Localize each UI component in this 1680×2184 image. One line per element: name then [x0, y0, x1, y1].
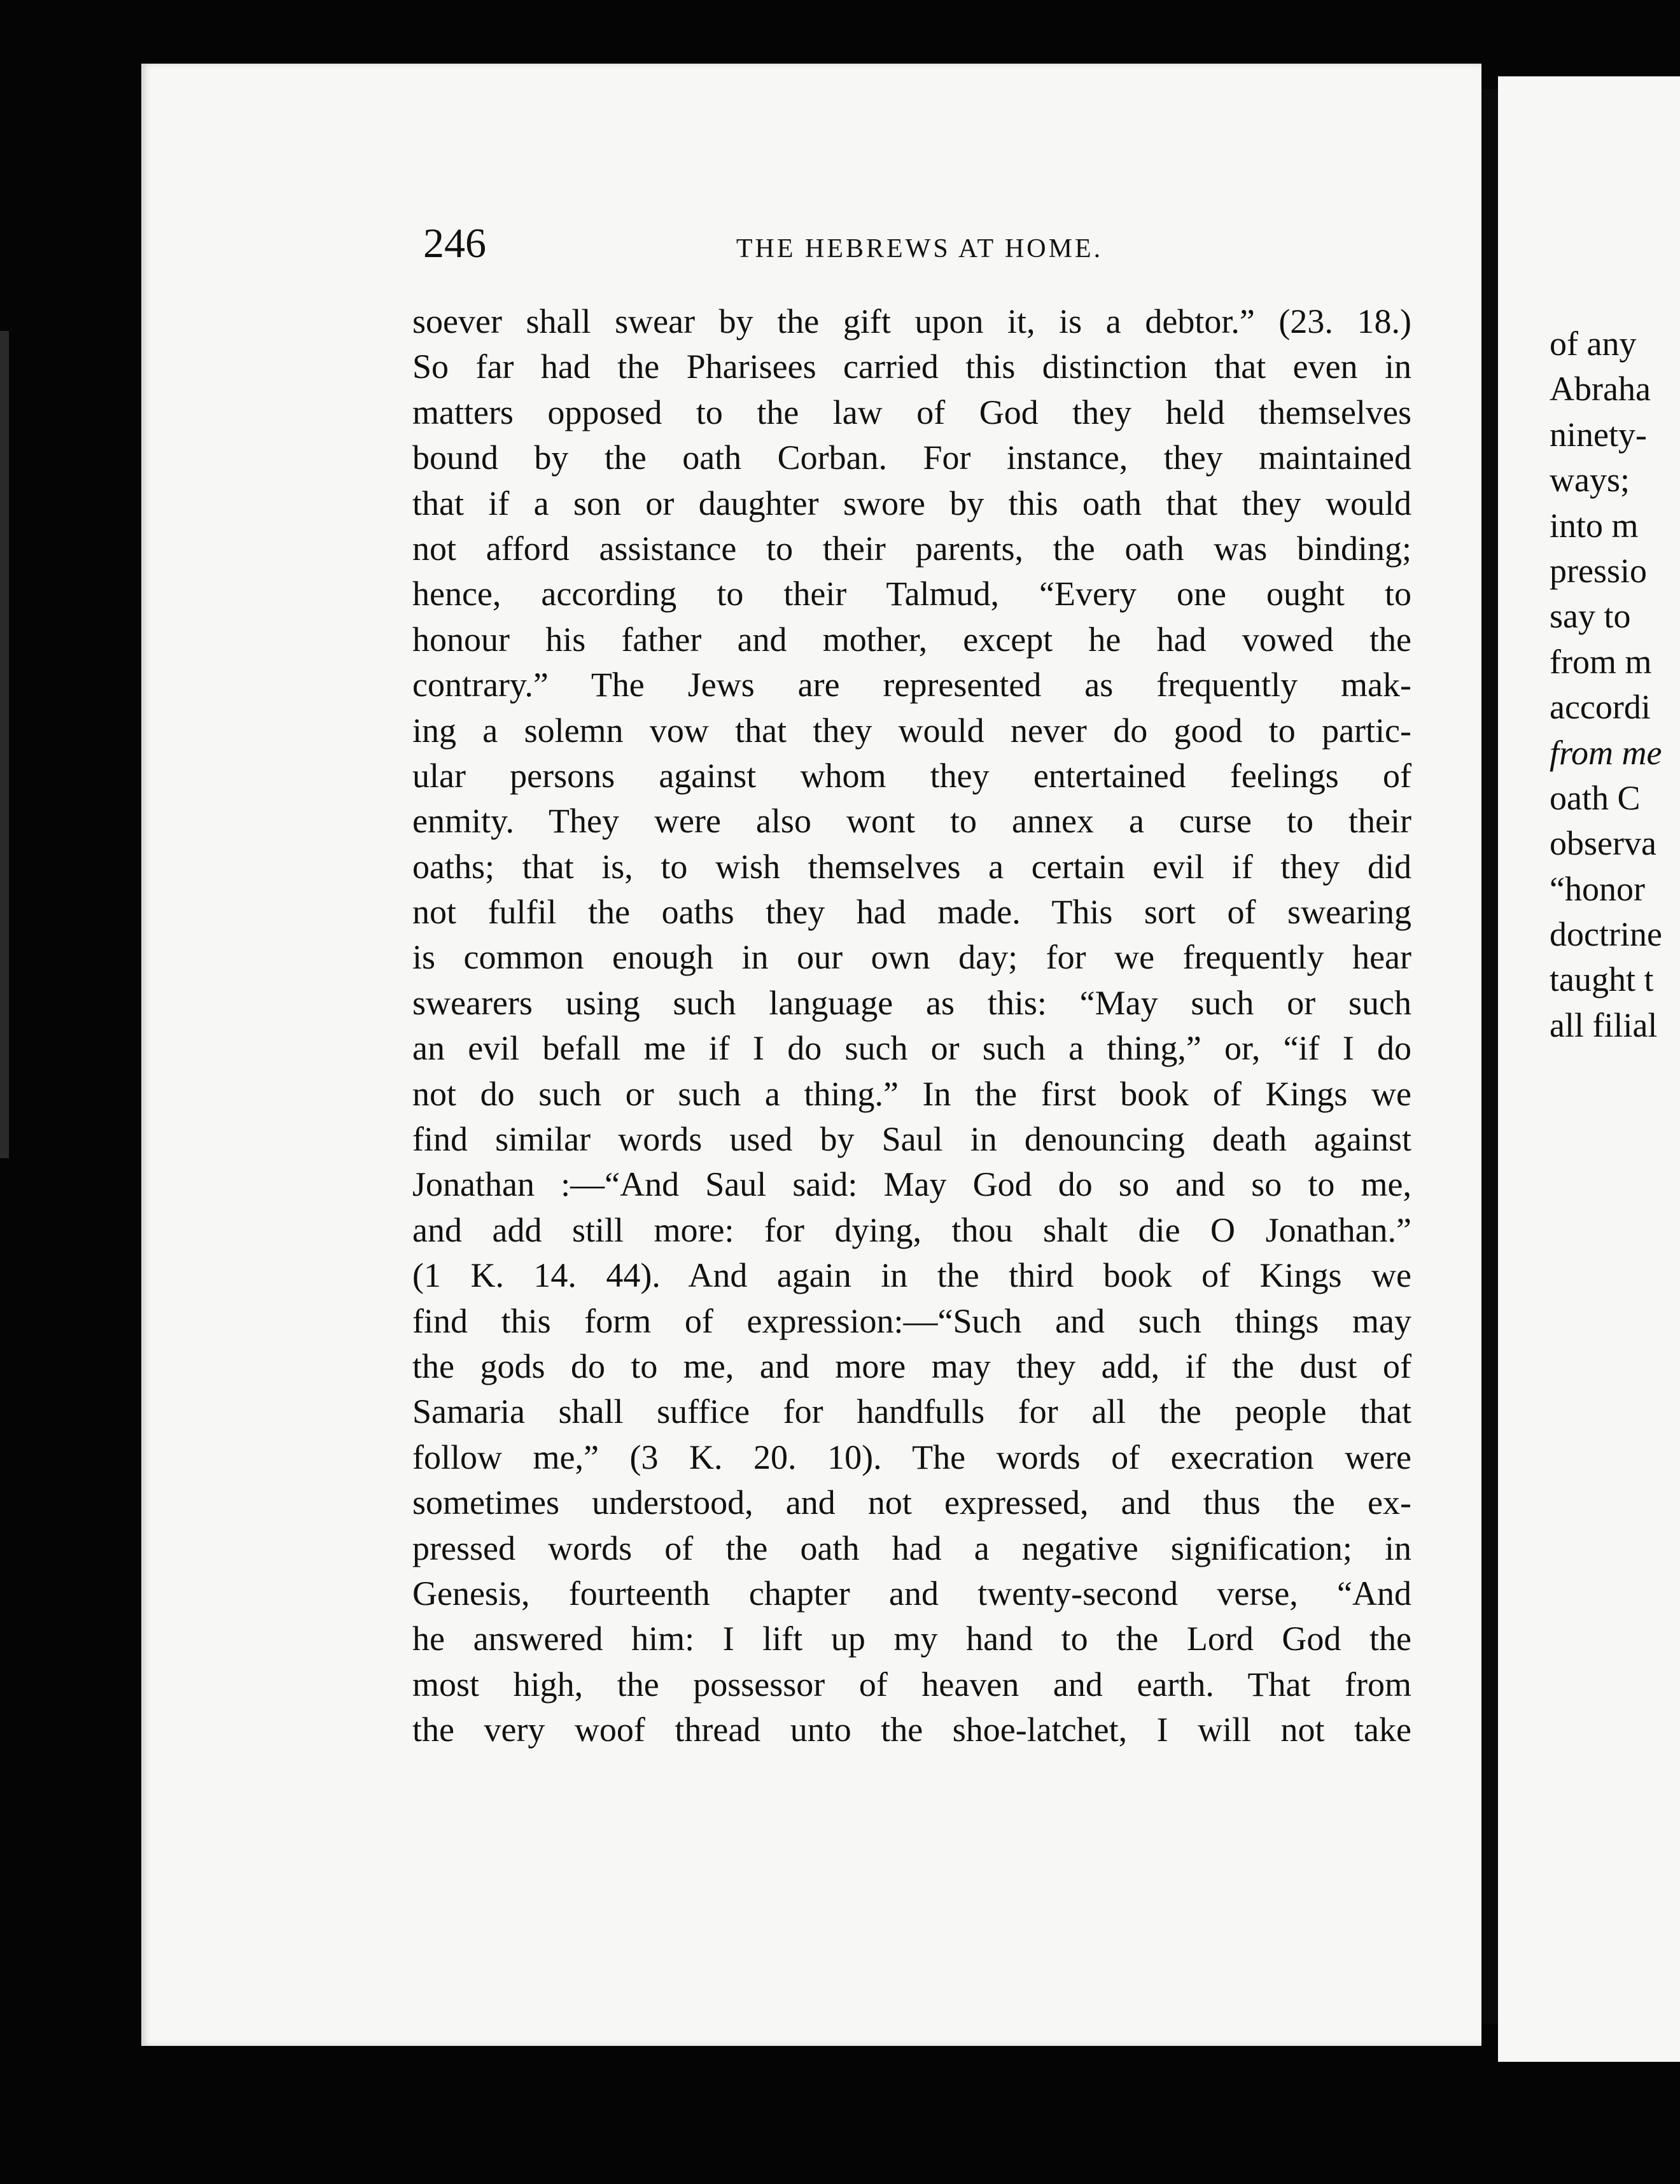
page-number: 246 [423, 220, 486, 267]
text-line: not do such or such a thing.” In the first book of Kings we [412, 1074, 1411, 1113]
facing-text-line: pressio [1550, 551, 1647, 590]
facing-text-line: all filial [1550, 1005, 1658, 1044]
text-line: most high, the possessor of heaven and earth. That from [412, 1665, 1411, 1704]
left-edge-shadow [0, 331, 9, 1158]
text-line: find similar words used by Saul in denouncing death against [412, 1120, 1411, 1159]
text-line: So far had the Pharisees carried this distinction that even in [412, 347, 1411, 386]
text-line: Jonathan :—“And Saul said: May God do so and so to me, [412, 1165, 1411, 1204]
page-header [423, 220, 1416, 277]
text-line: an evil befall me if I do such or such a thing,” or, “if I do [412, 1029, 1411, 1068]
facing-text-line: Abraha [1550, 370, 1651, 409]
facing-text-line: from m [1550, 642, 1652, 681]
text-line: hence, according to their Talmud, “Every one ought to [412, 575, 1411, 613]
text-line: enmity. They were also wont to annex a curse to their [412, 802, 1411, 841]
facing-text-line: accordi [1550, 688, 1651, 727]
text-line: not afford assistance to their parents, the oath was binding; [412, 529, 1411, 568]
facing-text-line: of any [1550, 325, 1637, 363]
facing-text-line: oath C [1550, 778, 1641, 817]
text-line: find this form of expression:—“Such and such things may [412, 1301, 1411, 1340]
facing-text-line: say to [1550, 597, 1631, 636]
text-line: honour his father and mother, except he had vowed the [412, 620, 1411, 659]
text-line: and add still more: for dying, thou shalt die O Jonathan.” [412, 1210, 1411, 1249]
text-line: the very woof thread unto the shoe-latchet, I will not take [412, 1711, 1411, 1749]
text-line: ing a solemn vow that they would never do good to partic- [412, 711, 1411, 750]
text-line: not fulfil the oaths they had made. This sort of swearing [412, 893, 1411, 932]
text-line: contrary.” The Jews are represented as frequently mak- [412, 666, 1411, 704]
facing-text-line: from me [1550, 733, 1662, 772]
facing-text-line: into m [1550, 506, 1639, 545]
text-line: is common enough in our own day; for we frequently hear [412, 938, 1411, 977]
text-line: oaths; that is, to wish themselves a certain evil if they did [412, 847, 1411, 886]
text-line: Genesis, fourteenth chapter and twenty-second verse, “And [412, 1574, 1411, 1613]
text-line: sometimes understood, and not expressed, and thus the ex- [412, 1483, 1411, 1522]
facing-text-line: “honor [1550, 869, 1645, 908]
text-line: Samaria shall suffice for handfulls for all the people that [412, 1392, 1411, 1431]
text-line: matters opposed to the law of God they held themselves [412, 393, 1411, 431]
facing-text-line: ninety- [1550, 415, 1647, 454]
text-line: the gods do to me, and more may they add, if the dust of [412, 1347, 1411, 1385]
text-line: soever shall swear by the gift upon it, is a debtor.” (23. 18.) [412, 302, 1411, 340]
book-gutter [1481, 89, 1498, 2024]
text-line: swearers using such language as this: “May such or such [412, 983, 1411, 1022]
text-line: (1 K. 14. 44). And again in the third book of Kings we [412, 1256, 1411, 1295]
facing-text-line: taught t [1550, 960, 1654, 999]
facing-text-line: ways; [1550, 461, 1630, 500]
text-line: he answered him: I lift up my hand to the Lord God the [412, 1620, 1411, 1658]
facing-text-line: doctrine [1550, 915, 1662, 954]
text-line: pressed words of the oath had a negative signification; in [412, 1529, 1411, 1567]
text-line: follow me,” (3 K. 20. 10). The words of execration were [412, 1438, 1411, 1476]
text-line: bound by the oath Corban. For instance, they maintained [412, 438, 1411, 477]
facing-page-text [1550, 321, 1680, 1048]
running-head: THE HEBREWS AT HOME. [736, 234, 1103, 263]
text-line: ular persons against whom they entertained feelings of [412, 756, 1411, 795]
body-text [412, 299, 1411, 1753]
text-line: that if a son or daughter swore by this oath that they would [412, 484, 1411, 522]
facing-text-line: observa [1550, 824, 1656, 863]
